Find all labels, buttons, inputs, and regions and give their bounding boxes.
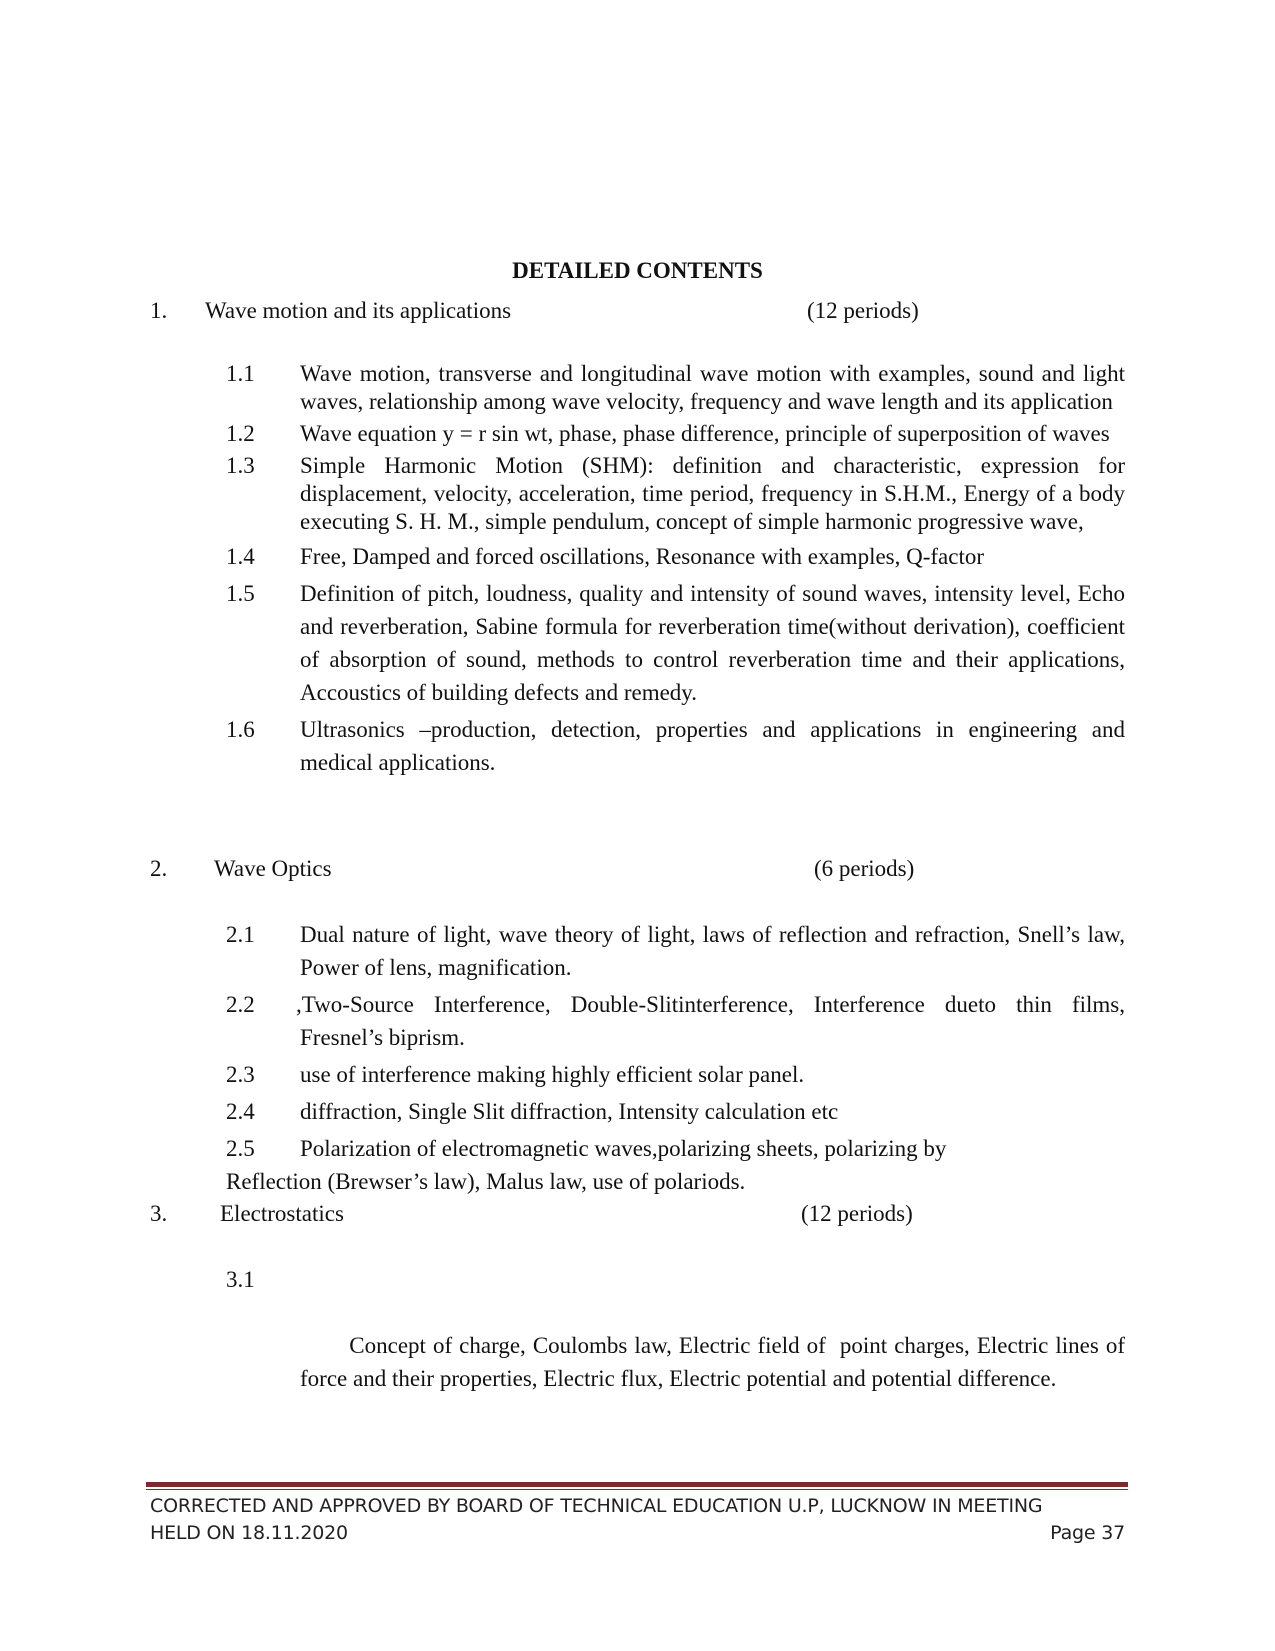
section-title: Wave motion and its applications (205, 298, 512, 323)
footer-approval-text: CORRECTED AND APPROVED BY BOARD OF TECHNICAL EDUCATION U.P, LUCKNOW IN MEETING (150, 1495, 1043, 1517)
topic-item (150, 988, 1125, 1054)
topic-item (150, 1132, 1125, 1198)
topic-item (150, 713, 1125, 779)
topic-number: 2.4 (226, 1099, 255, 1124)
section-number: 3. (150, 1201, 168, 1226)
topic-list (150, 918, 1125, 1198)
topic-number: 2.1 (226, 922, 255, 947)
topic-number: 3.1 (226, 1267, 255, 1292)
topic-number: 1.5 (226, 581, 255, 606)
topic-text: Wave equation y = r sin wt, phase, phase difference, principle of superposition of waves (300, 421, 1110, 446)
topic-item (150, 360, 1125, 416)
footer-divider (146, 1482, 1128, 1487)
topic-text: use of interference making highly efficient solar panel. (300, 1062, 805, 1087)
topic-text: ,Two-Source Interference, Double-Slitinterference, Interference dueto thin films, Fresnel’s biprism. (296, 992, 1125, 1050)
topic-text: Definition of pitch, loudness, quality and intensity of sound waves, intensity level, Echo and reverberation, Sabine formula for reverberation time(without derivation), coefficient of absorption of sound, methods to control reverberation time and their applications, Accoustics of building defects and remedy. (300, 581, 1125, 705)
topic-item (150, 420, 1125, 448)
topic-item (150, 577, 1125, 709)
topic-text: diffraction, Single Slit diffraction, Intensity calculation etc (300, 1099, 839, 1124)
topic-item (150, 540, 1125, 573)
topic-number: 1.1 (226, 361, 255, 386)
topic-number: 1.2 (226, 421, 255, 446)
section-electrostatics (150, 1201, 1131, 1432)
section-heading (150, 1201, 1125, 1231)
section-heading (150, 298, 1125, 328)
section-number: 2. (150, 856, 168, 881)
topic-number: 1.3 (226, 453, 255, 478)
footer-second-line (150, 1522, 1125, 1549)
topic-text: Simple Harmonic Motion (SHM): definition and characteristic, expression for displacement, velocity, acceleration, time period, frequency in S.H.M., Energy of a body executing S. H. M., simple pendulum, concept of simple harmonic progressive wave, (300, 453, 1125, 534)
topic-number: 1.6 (226, 717, 255, 742)
section-title: Electrostatics (220, 1201, 344, 1226)
section-wave-optics (150, 856, 1125, 1202)
footer-divider-thin (146, 1489, 1128, 1490)
topic-number: 2.5 (226, 1136, 255, 1161)
topic-item (150, 1095, 1125, 1128)
topic-list (150, 360, 1125, 779)
topic-item (150, 1263, 1131, 1428)
page-title: DETAILED CONTENTS (512, 258, 763, 283)
topic-text: Wave motion, transverse and longitudinal wave motion with examples, sound and light waves, relationship among wave velocity, frequency and wave length and its application (300, 361, 1125, 414)
topic-number: 2.3 (226, 1062, 255, 1087)
topic-item (150, 1058, 1125, 1091)
topic-number: 2.2 (226, 992, 255, 1017)
section-number: 1. (150, 298, 168, 323)
page-footer (150, 1495, 1125, 1549)
topic-text: Ultrasonics –production, detection, properties and applications in engineering and medical applications. (300, 717, 1125, 775)
footer-meeting-date: HELD ON 18.11.2020 (150, 1522, 348, 1544)
topic-item (150, 452, 1125, 536)
topic-text: Concept of charge, Coulombs law, Electric field of point charges, Electric lines of force and their properties, Electric flux, Electric potential and potential difference. (300, 1333, 1131, 1391)
page-number: Page 37 (1050, 1522, 1125, 1544)
section-title: Wave Optics (214, 856, 332, 881)
topic-text: Dual nature of light, wave theory of light, laws of reflection and refraction, Snell’s law, Power of lens, magnification. (300, 922, 1125, 980)
topic-text: Free, Damped and forced oscillations, Resonance with examples, Q-factor (300, 544, 985, 569)
section-periods: (12 periods) (801, 1201, 913, 1226)
section-wave-motion (150, 298, 1125, 783)
topic-number: 1.4 (226, 544, 255, 569)
topic-item (150, 918, 1125, 984)
section-periods: (6 periods) (814, 856, 915, 881)
topic-text: Polarization of electromagnetic waves,polarizing sheets, polarizing by Reflection (Brewser’s law), Malus law, use of polariods. (226, 1136, 947, 1194)
section-heading (150, 856, 1125, 886)
topic-list (150, 1263, 1131, 1428)
section-periods: (12 periods) (807, 298, 919, 323)
